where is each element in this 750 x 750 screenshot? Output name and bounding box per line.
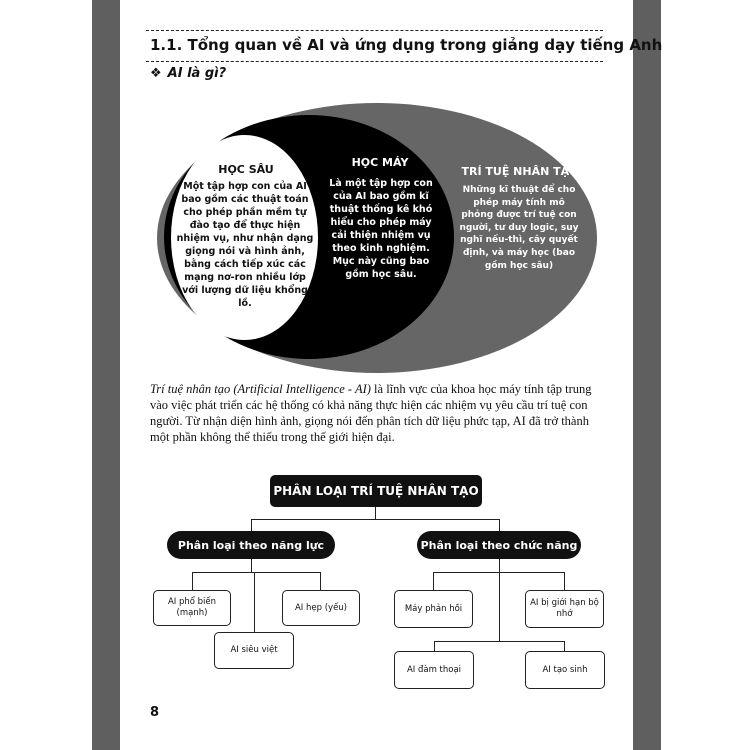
deep-learning-description: Một tập hợp con của AI bao gồm các thuật toán cho phép phần mềm tự đào tạo để thực hiện nhiệm vụ, như nhận dạng giọng nói và hình ảnh, bằng cách tiếp xúc các mạng nơ-ron nhiều lớp với lượng dữ liệu khổng lồ. [176, 181, 314, 309]
classification-root: PHÂN LOẠI TRÍ TUỆ NHÂN TẠO [270, 475, 482, 507]
connector [433, 572, 434, 590]
connector [251, 519, 500, 520]
connector [499, 519, 500, 531]
capability-category: Phân loại theo năng lực [167, 531, 335, 559]
deep-learning-title: HỌC SÂU [218, 163, 274, 176]
connector [434, 641, 435, 651]
title-divider-top [146, 30, 603, 31]
diamond-bullet-icon: ❖ [150, 66, 162, 81]
leaf-limited-memory-ai: AI bị giới hạn bộ nhớ [525, 590, 604, 628]
page-frame-left [92, 0, 120, 750]
leaf-narrow-ai: AI hẹp (yếu) [282, 590, 360, 626]
connector [499, 572, 500, 641]
connector [320, 572, 321, 590]
machine-learning-description: Là một tập hợp con của AI bao gồm kĩ thuật thống kê khó hiểu cho phép máy cải thiện nhiệm vụ theo kinh nghiệm. Mục này cũng bao gồm học sâu. [329, 178, 433, 280]
leaf-reactive-machine: Máy phản hồi [394, 590, 473, 628]
subheading-text: AI là gì? [167, 66, 227, 81]
connector [434, 641, 565, 642]
book-page [120, 0, 663, 750]
ai-description: Những kĩ thuật để cho phép máy tính mô phỏng được trí tuệ con người, tư duy logic, suy nghĩ nếu-thì, cây quyết định, và máy học (bao gồm học sâu) [459, 185, 579, 271]
leaf-general-ai: AI phổ biến (mạnh) [153, 590, 231, 626]
connector [192, 572, 321, 573]
connector [564, 641, 565, 651]
section-title: 1.1. Tổng quan về AI và ứng dụng trong giảng dạy tiếng Anh [150, 36, 663, 54]
page-number: 8 [150, 705, 160, 720]
title-divider-bottom [146, 61, 603, 62]
intro-term: Trí tuệ nhân tạo (Artificial Intelligence - AI) [150, 382, 371, 396]
connector [251, 559, 252, 572]
ai-title: TRÍ TUỆ NHÂN TẠO [461, 165, 579, 178]
machine-learning-title: HỌC MÁY [351, 156, 409, 169]
function-category: Phân loại theo chức năng [417, 531, 581, 559]
connector [564, 572, 565, 590]
leaf-super-ai: AI siêu việt [214, 632, 294, 669]
connector [254, 572, 255, 632]
connector [499, 559, 500, 572]
connector [251, 519, 252, 531]
subheading [150, 66, 226, 81]
page-frame-right [633, 0, 661, 750]
connector [375, 507, 376, 519]
intro-paragraph [150, 381, 605, 445]
connector [192, 572, 193, 590]
leaf-conversational-ai: AI đàm thoại [394, 651, 474, 689]
intro-text: là lĩnh vực của khoa học máy tính tập trung vào việc phát triển các hệ thống có khả năng thực hiện các nhiệm vụ yêu cầu trí tuệ con người. Từ nhận diện hình ảnh, giọng nói đến phân tích dữ liệu phức tạp, AI đã trở thành một phần không thể thiếu trong thế giới hiện đại. [150, 382, 592, 444]
leaf-generative-ai: AI tạo sinh [525, 651, 605, 689]
